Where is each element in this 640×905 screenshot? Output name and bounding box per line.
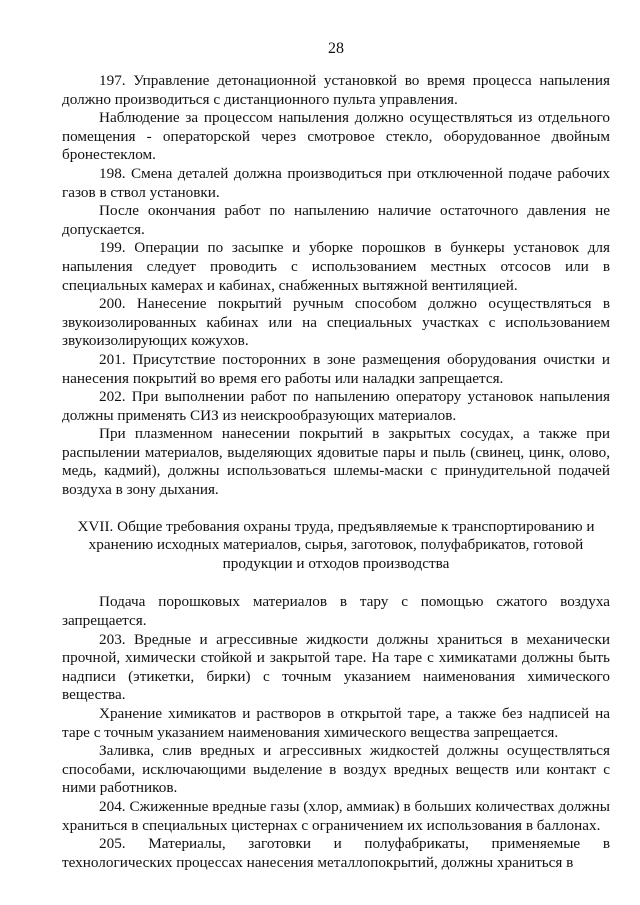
page-number: 28	[328, 40, 344, 57]
paragraph-201: 201. Присутствие посторонних в зоне размещения оборудования очистки и нанесения покрытий во время его работы или наладки запрещается.	[62, 350, 610, 387]
paragraph-198-pressure: После окончания работ по напылению наличие остаточного давления не допускается.	[62, 202, 610, 238]
paragraph-199: 199. Операции по засыпке и уборке порошков в бункеры установок для напыления следует проводить с использованием местных отсосов или в специальных камерах и кабинах, снабженных вытяжной вентиляцией.	[62, 239, 610, 294]
section-heading-line: хранению исходных материалов, сырья, заготовок, полуфабрикатов, готовой	[88, 536, 584, 554]
section-heading	[68, 518, 604, 574]
paragraph-197: 197. Управление детонационной установкой во время процесса напыления должно производиться с дистанционного пульта управления.	[62, 72, 610, 108]
paragraph-204: 204. Сжиженные вредные газы (хлор, аммиак) в больших количествах должны храниться в специальных цистернах с ограничением их использования в баллонах.	[62, 797, 610, 834]
section-heading-line: XVII. Общие требования охраны труда, предъявляемые к транспортированию и	[77, 517, 595, 535]
paragraph-202: 202. При выполнении работ по напылению оператору установок напыления должны применять СИЗ из неискрообразующих материалов.	[62, 388, 610, 424]
paragraph-200: 200. Нанесение покрытий ручным способом должно осуществляться в звукоизолированных кабинах или на специальных участках с использованием звукоизолирующих кожухов.	[62, 295, 610, 350]
paragraph-198: 198. Смена деталей должна производиться при отключенной подаче рабочих газов в ствол установки.	[62, 164, 610, 201]
paragraph-203-pouring: Заливка, слив вредных и агрессивных жидкостей должны осуществляться способами, исключающими выделение в воздух вредных веществ или контакт с ними работников.	[62, 742, 610, 797]
paragraph-powder-supply: Подача порошковых материалов в тару с помощью сжатого воздуха запрещается.	[62, 593, 610, 630]
paragraph-203-open-container: Хранение химикатов и растворов в открытой таре, а также без надписей на таре с точным указанием наименования химического вещества запрещается.	[62, 705, 610, 741]
paragraph-205: 205. Материалы, заготовки и полуфабрикаты, применяемые в технологических процессах нанесения металлопокрытий, должны храниться в	[62, 835, 610, 871]
paragraph-203: 203. Вредные и агрессивные жидкости должны храниться в механически прочной, химически стойкой и закрытой таре. На таре с химикатами должны быть надписи (этикетки, бирки) с точным указанием наименования химического вещества.	[62, 630, 610, 704]
paragraph-202-plasma: При плазменном нанесении покрытий в закрытых сосудах, а также при распылении материалов, выделяющих ядовитые пары и пыль (свинец, цинк, олово, медь, кадмий), должны использоваться шлемы-маски с принудительной подачей воздуха в зону дыхания.	[62, 425, 610, 499]
paragraph-197-observation: Наблюдение за процессом напыления должно осуществляться из отдельного помещения - операторской через смотровое стекло, оборудованное двойным бронестеклом.	[62, 109, 610, 164]
section-heading-line: продукции и отходов производства	[222, 554, 450, 572]
